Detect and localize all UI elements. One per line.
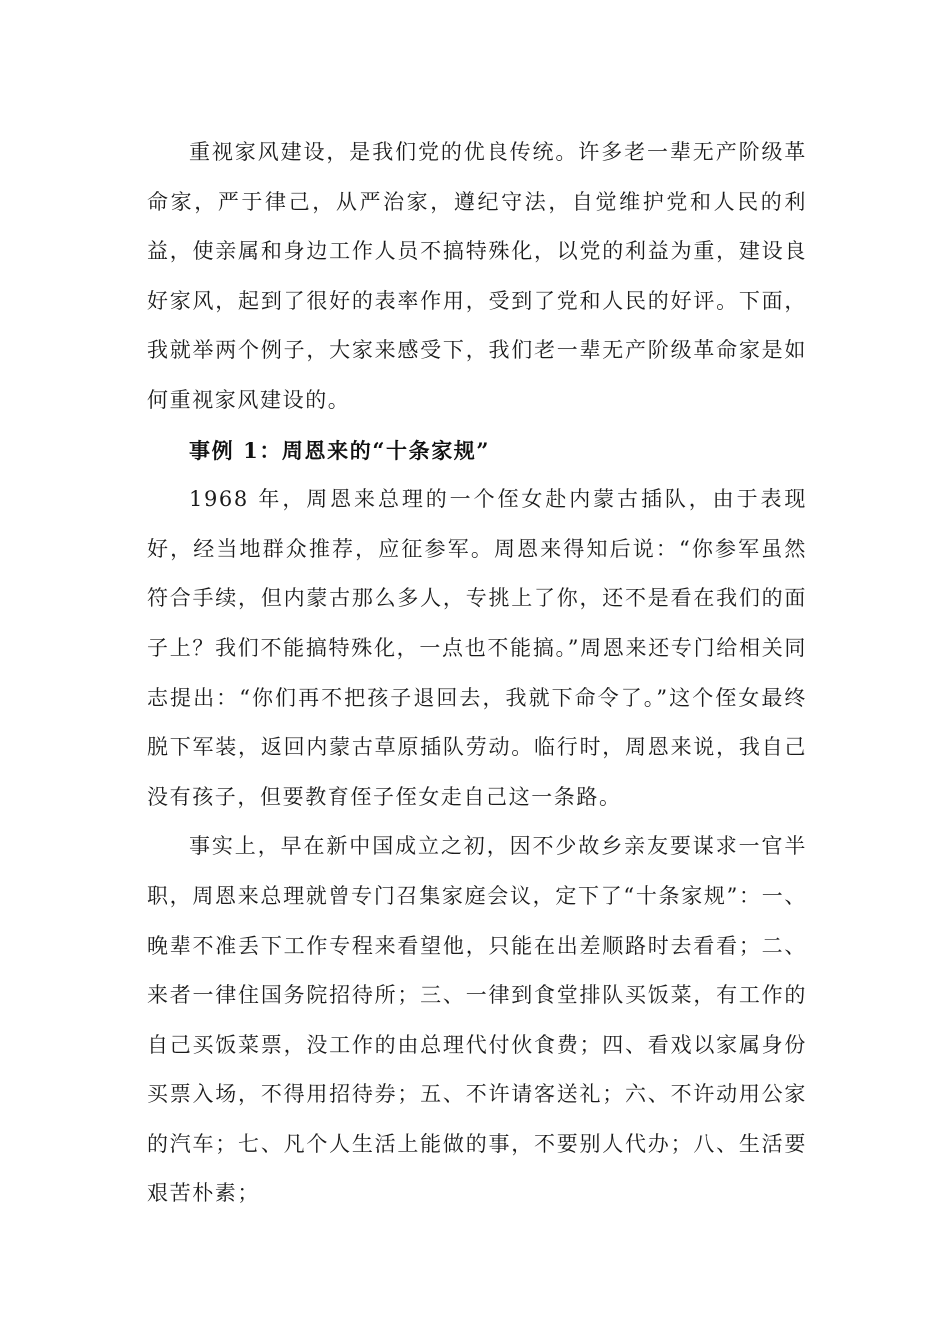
family-rules-paragraph: 事实上，早在新中国成立之初，因不少故乡亲友要谋求一官半职，周恩来总理就曾专门召集家庭会议，定下了“十条家规”：一、晚辈不准丢下工作专程来看望他，只能在出差顺路时去看看；二、来者一律住国务院招待所；三、一律到食堂排队买饭菜，有工作的自己买饭菜票，没工作的由总理代付伙食费；四、看戏以家属身份买票入场，不得用招待券；五、不许请客送礼；六、不许动用公家的汽车；七、凡个人生活上能做的事，不要别人代办；八、生活要艰苦朴素； [147, 834, 807, 1206]
example-paragraph: 1968 年，周恩来总理的一个侄女赴内蒙古插队，由于表现好，经当地群众推荐，应征参军。周恩来得知后说：“你参军虽然符合手续，但内蒙古那么多人，专挑上了你，还不是看在我们的面子上？我们不能搞特殊化，一点也不能搞。”周恩来还专门给相关同志提出：“你们再不把孩子退回去，我就下命令了。”这个侄女最终脱下军装，返回内蒙古草原插队劳动。临行时，周恩来说，我自己没有孩子，但要教育侄子侄女走自己这一条路。 [147, 487, 807, 809]
document-body [147, 128, 807, 1219]
section-heading: 事例 1：周恩来的“十条家规” [189, 437, 491, 463]
intro-paragraph: 重视家风建设，是我们党的优良传统。许多老一辈无产阶级革命家，严于律己，从严治家，遵纪守法，自觉维护党和人民的利益，使亲属和身边工作人员不搞特殊化，以党的利益为重，建设良好家风，起到了很好的表率作用，受到了党和人民的好评。下面，我就举两个例子，大家来感受下，我们老一辈无产阶级革命家是如何重视家风建设的。 [147, 140, 807, 412]
